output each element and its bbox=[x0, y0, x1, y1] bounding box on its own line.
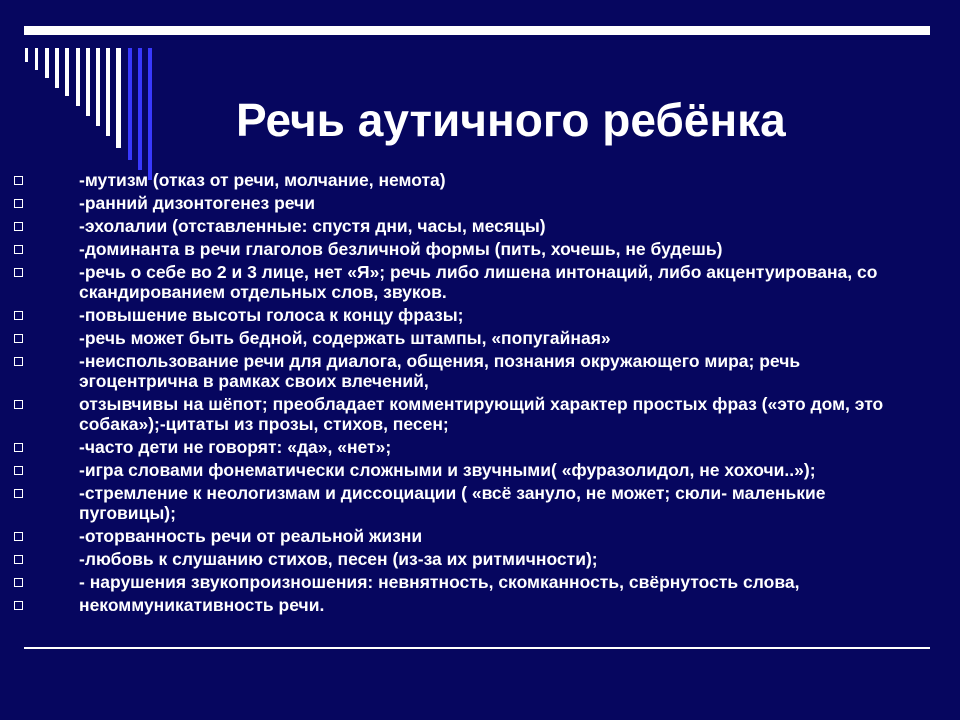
list-item bbox=[14, 394, 914, 434]
list-item-text: отзывчивы на шёпот; преобладает комментирующий характер простых фраз («это дом, это собака»);-цитаты из прозы, стихов, песен; bbox=[79, 394, 884, 434]
list-item-text: некоммуникативность речи. bbox=[79, 595, 325, 615]
square-bullet-icon bbox=[14, 245, 23, 254]
list-item-text: -речь о себе во 2 и 3 лице, нет «Я»; речь либо лишена интонаций, либо акцентуирована, со скандированием отдельных слов, звуков. bbox=[79, 262, 878, 302]
stripe-1 bbox=[25, 48, 28, 62]
list-item-text: -эхолалии (отставленные: спустя дни, часы, месяцы) bbox=[79, 216, 546, 236]
list-item-text: -оторванность речи от реальной жизни bbox=[79, 526, 423, 546]
list-item bbox=[14, 193, 914, 213]
square-bullet-icon bbox=[14, 578, 23, 587]
square-bullet-icon bbox=[14, 532, 23, 541]
list-item-text: - нарушения звукопроизношения: невнятность, скомканность, свёрнутость слова, bbox=[79, 572, 800, 592]
bullet-list bbox=[14, 170, 914, 618]
list-item bbox=[14, 170, 914, 190]
square-bullet-icon bbox=[14, 357, 23, 366]
list-item-text: -любовь к слушанию стихов, песен (из-за их ритмичности); bbox=[79, 549, 598, 569]
square-bullet-icon bbox=[14, 311, 23, 320]
square-bullet-icon bbox=[14, 334, 23, 343]
stripe-8 bbox=[96, 48, 100, 126]
square-bullet-icon bbox=[14, 268, 23, 277]
list-item bbox=[14, 595, 914, 615]
list-item-text: -доминанта в речи глаголов безличной формы (пить, хочешь, не будешь) bbox=[79, 239, 723, 259]
list-item bbox=[14, 549, 914, 569]
bottom-rule-line bbox=[24, 647, 930, 649]
list-item-text: -мутизм (отказ от речи, молчание, немота) bbox=[79, 170, 446, 190]
square-bullet-icon bbox=[14, 466, 23, 475]
list-item bbox=[14, 460, 914, 480]
list-item bbox=[14, 437, 914, 457]
slide-title: Речь аутичного ребёнка bbox=[236, 94, 786, 146]
list-item bbox=[14, 483, 914, 523]
square-bullet-icon bbox=[14, 199, 23, 208]
list-item bbox=[14, 216, 914, 236]
stripe-4 bbox=[55, 48, 59, 88]
stripe-5 bbox=[65, 48, 69, 96]
stripe-12 bbox=[138, 48, 142, 170]
list-item-text: -ранний дизонтогенез речи bbox=[79, 193, 315, 213]
square-bullet-icon bbox=[14, 489, 23, 498]
list-item-text: -повышение высоты голоса к концу фразы; bbox=[79, 305, 464, 325]
stripe-2 bbox=[35, 48, 38, 70]
list-item-text: -неиспользование речи для диалога, общения, познания окружающего мира; речь эгоцентрична в рамках своих влечений, bbox=[79, 351, 801, 391]
square-bullet-icon bbox=[14, 601, 23, 610]
list-item-text: -речь может быть бедной, содержать штампы, «попугайная» bbox=[79, 328, 611, 348]
stripe-11 bbox=[128, 48, 132, 160]
list-item bbox=[14, 351, 914, 391]
list-item bbox=[14, 572, 914, 592]
square-bullet-icon bbox=[14, 555, 23, 564]
list-item bbox=[14, 305, 914, 325]
stripe-13 bbox=[148, 48, 152, 180]
square-bullet-icon bbox=[14, 400, 23, 409]
list-item bbox=[14, 328, 914, 348]
list-item-text: -часто дети не говорят: «да», «нет»; bbox=[79, 437, 392, 457]
stripe-6 bbox=[76, 48, 80, 106]
stripe-7 bbox=[86, 48, 90, 116]
list-item bbox=[14, 262, 914, 302]
stripe-9 bbox=[106, 48, 110, 136]
square-bullet-icon bbox=[14, 443, 23, 452]
stripe-10 bbox=[116, 48, 121, 148]
list-item bbox=[14, 526, 914, 546]
stripe-3 bbox=[45, 48, 49, 78]
list-item bbox=[14, 239, 914, 259]
square-bullet-icon bbox=[14, 176, 23, 185]
square-bullet-icon bbox=[14, 222, 23, 231]
list-item-text: -игра словами фонематически сложными и звучными( «фуразолидол, не хохочи..»); bbox=[79, 460, 816, 480]
list-item-text: -стремление к неологизмам и диссоциации ( «всё зануло, не может; сюли- маленькие пуговицы); bbox=[79, 483, 826, 523]
